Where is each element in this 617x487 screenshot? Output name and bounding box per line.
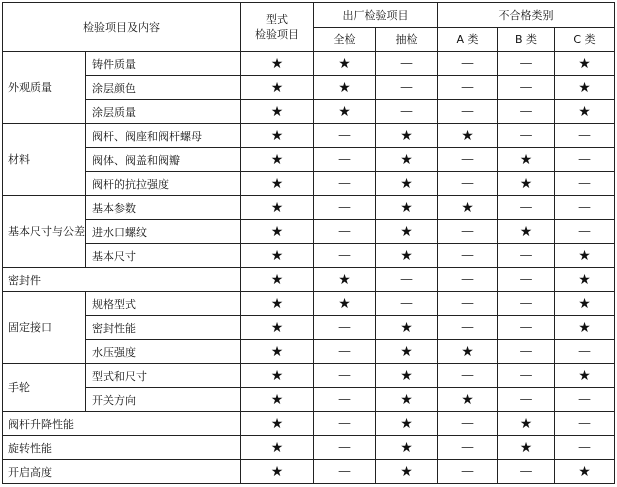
star-mark: ★: [241, 148, 314, 172]
star-mark: ★: [376, 124, 438, 148]
dash-mark: —: [498, 100, 555, 124]
dash-mark: —: [555, 388, 615, 412]
star-mark: ★: [241, 340, 314, 364]
dash-mark: —: [555, 172, 615, 196]
dash-mark: —: [555, 196, 615, 220]
group-label: 阀杆升降性能: [3, 412, 241, 436]
dash-mark: —: [438, 220, 498, 244]
dash-mark: —: [376, 100, 438, 124]
dash-mark: —: [498, 292, 555, 316]
header-class-a: A 类: [438, 28, 498, 52]
dash-mark: —: [498, 460, 555, 484]
star-mark: ★: [241, 220, 314, 244]
star-mark: ★: [241, 436, 314, 460]
table-row: [3, 100, 615, 124]
dash-mark: —: [498, 364, 555, 388]
header-class-c: C 类: [555, 28, 615, 52]
group-label: 密封件: [3, 268, 241, 292]
dash-mark: —: [555, 340, 615, 364]
item-label: 基本参数: [86, 196, 241, 220]
header-item-column: 检验项目及内容: [3, 3, 241, 52]
table-row: [3, 388, 615, 412]
star-mark: ★: [314, 52, 376, 76]
header-nonconformity-class: 不合格类别: [438, 3, 615, 28]
group-label: 基本尺寸与公差: [3, 196, 86, 268]
table-row: [3, 412, 615, 436]
item-label: 涂层颜色: [86, 76, 241, 100]
table-row: [3, 292, 615, 316]
item-label: 密封性能: [86, 316, 241, 340]
star-mark: ★: [555, 316, 615, 340]
dash-mark: —: [376, 76, 438, 100]
dash-mark: —: [314, 364, 376, 388]
star-mark: ★: [438, 340, 498, 364]
group-label: 开启高度: [3, 460, 241, 484]
dash-mark: —: [438, 76, 498, 100]
star-mark: ★: [376, 148, 438, 172]
star-mark: ★: [241, 124, 314, 148]
dash-mark: —: [438, 268, 498, 292]
table-row: [3, 244, 615, 268]
header-factory-test: 出厂检验项目: [314, 3, 438, 28]
dash-mark: —: [498, 196, 555, 220]
item-label: 涂层质量: [86, 100, 241, 124]
table-row: [3, 52, 615, 76]
dash-mark: —: [555, 412, 615, 436]
star-mark: ★: [555, 268, 615, 292]
dash-mark: —: [314, 220, 376, 244]
dash-mark: —: [498, 244, 555, 268]
table-row: [3, 436, 615, 460]
dash-mark: —: [438, 460, 498, 484]
dash-mark: —: [498, 52, 555, 76]
group-label: 旋转性能: [3, 436, 241, 460]
star-mark: ★: [376, 244, 438, 268]
header-type-test: 型式 检验项目: [241, 3, 314, 52]
star-mark: ★: [314, 292, 376, 316]
dash-mark: —: [498, 316, 555, 340]
dash-mark: —: [314, 196, 376, 220]
inspection-table-body: [3, 52, 615, 484]
dash-mark: —: [314, 436, 376, 460]
dash-mark: —: [438, 148, 498, 172]
table-row: [3, 220, 615, 244]
group-label: 手轮: [3, 364, 86, 412]
star-mark: ★: [241, 460, 314, 484]
star-mark: ★: [555, 52, 615, 76]
table-row: [3, 460, 615, 484]
table-row: [3, 76, 615, 100]
table-row: [3, 196, 615, 220]
dash-mark: —: [314, 124, 376, 148]
dash-mark: —: [376, 292, 438, 316]
group-label: 固定接口: [3, 292, 86, 364]
group-label: 材料: [3, 124, 86, 196]
star-mark: ★: [314, 268, 376, 292]
dash-mark: —: [555, 220, 615, 244]
star-mark: ★: [241, 52, 314, 76]
table-row: [3, 340, 615, 364]
star-mark: ★: [498, 220, 555, 244]
dash-mark: —: [314, 388, 376, 412]
dash-mark: —: [438, 172, 498, 196]
header-full-check: 全检: [314, 28, 376, 52]
star-mark: ★: [314, 100, 376, 124]
dash-mark: —: [498, 124, 555, 148]
item-label: 型式和尺寸: [86, 364, 241, 388]
item-label: 开关方向: [86, 388, 241, 412]
star-mark: ★: [555, 364, 615, 388]
table-row: [3, 364, 615, 388]
item-label: 铸件质量: [86, 52, 241, 76]
star-mark: ★: [376, 172, 438, 196]
dash-mark: —: [438, 436, 498, 460]
star-mark: ★: [376, 220, 438, 244]
star-mark: ★: [376, 196, 438, 220]
star-mark: ★: [498, 148, 555, 172]
header-sample-check: 抽检: [376, 28, 438, 52]
dash-mark: —: [438, 52, 498, 76]
dash-mark: —: [314, 244, 376, 268]
item-label: 阀体、阀盖和阀瓣: [86, 148, 241, 172]
item-label: 阀杆、阀座和阀杆螺母: [86, 124, 241, 148]
star-mark: ★: [555, 460, 615, 484]
star-mark: ★: [376, 436, 438, 460]
star-mark: ★: [241, 76, 314, 100]
dash-mark: —: [498, 76, 555, 100]
group-label: 外观质量: [3, 52, 86, 124]
table-row: [3, 124, 615, 148]
item-label: 水压强度: [86, 340, 241, 364]
table-row: [3, 172, 615, 196]
table-row: [3, 148, 615, 172]
star-mark: ★: [438, 196, 498, 220]
dash-mark: —: [438, 412, 498, 436]
star-mark: ★: [438, 124, 498, 148]
item-label: 规格型式: [86, 292, 241, 316]
dash-mark: —: [314, 172, 376, 196]
star-mark: ★: [555, 76, 615, 100]
dash-mark: —: [555, 436, 615, 460]
dash-mark: —: [314, 412, 376, 436]
dash-mark: —: [438, 364, 498, 388]
item-label: 进水口螺纹: [86, 220, 241, 244]
star-mark: ★: [376, 340, 438, 364]
dash-mark: —: [555, 148, 615, 172]
dash-mark: —: [438, 292, 498, 316]
dash-mark: —: [438, 244, 498, 268]
star-mark: ★: [376, 460, 438, 484]
dash-mark: —: [498, 340, 555, 364]
star-mark: ★: [498, 412, 555, 436]
star-mark: ★: [314, 76, 376, 100]
dash-mark: —: [438, 316, 498, 340]
star-mark: ★: [241, 100, 314, 124]
dash-mark: —: [376, 268, 438, 292]
star-mark: ★: [555, 244, 615, 268]
dash-mark: —: [314, 460, 376, 484]
dash-mark: —: [314, 340, 376, 364]
dash-mark: —: [555, 124, 615, 148]
star-mark: ★: [376, 412, 438, 436]
dash-mark: —: [376, 52, 438, 76]
star-mark: ★: [498, 172, 555, 196]
star-mark: ★: [241, 172, 314, 196]
star-mark: ★: [555, 292, 615, 316]
table-row: [3, 316, 615, 340]
header-class-b: B 类: [498, 28, 555, 52]
star-mark: ★: [376, 388, 438, 412]
dash-mark: —: [498, 388, 555, 412]
star-mark: ★: [241, 388, 314, 412]
star-mark: ★: [241, 244, 314, 268]
inspection-table: [2, 2, 615, 484]
dash-mark: —: [498, 268, 555, 292]
star-mark: ★: [555, 100, 615, 124]
star-mark: ★: [241, 364, 314, 388]
star-mark: ★: [241, 196, 314, 220]
star-mark: ★: [241, 412, 314, 436]
dash-mark: —: [314, 148, 376, 172]
star-mark: ★: [376, 364, 438, 388]
star-mark: ★: [498, 436, 555, 460]
dash-mark: —: [438, 100, 498, 124]
item-label: 阀杆的抗拉强度: [86, 172, 241, 196]
star-mark: ★: [241, 292, 314, 316]
star-mark: ★: [241, 316, 314, 340]
item-label: 基本尺寸: [86, 244, 241, 268]
star-mark: ★: [438, 388, 498, 412]
table-row: [3, 268, 615, 292]
star-mark: ★: [376, 316, 438, 340]
star-mark: ★: [241, 268, 314, 292]
dash-mark: —: [314, 316, 376, 340]
